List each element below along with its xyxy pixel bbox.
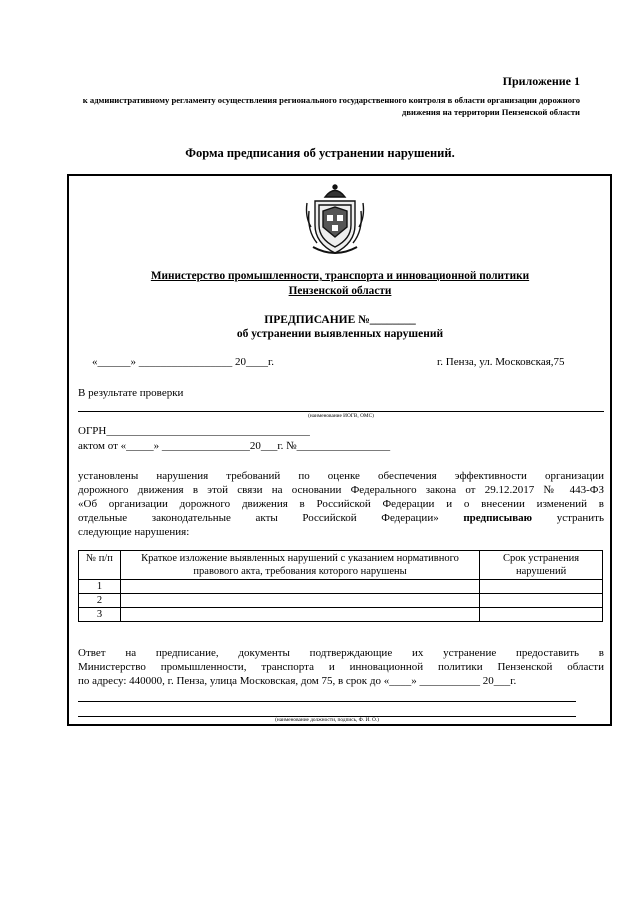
body-line-4-end: устранить: [556, 512, 605, 524]
violations-table: [78, 550, 603, 622]
header-description: Краткое изложение выявленных нарушений с указанием нормативного правового акта, требования которого нарушены: [120, 551, 479, 580]
row-term: [480, 608, 603, 622]
response-line-2: Министерство промышленности, транспорта и инновационной политики Пензенской области: [78, 661, 604, 673]
response-line-3: по адресу: 440000, г. Пенза, улица Московская, дом 75, в срок до «____» ___________ 20___г.: [78, 675, 517, 687]
row-description: [120, 594, 479, 608]
ministry-line-1: Министерство промышленности, транспорта и инновационной политики: [150, 270, 530, 282]
date-line: «______» _________________ 20____г.: [92, 356, 275, 368]
header-num: № п/п: [79, 551, 121, 580]
body-line-3: «Об организации дорожного движения в Российской Федерации и о внесении изменений в: [78, 498, 604, 510]
table-row: [79, 594, 603, 608]
body-line-5: следующие нарушения:: [78, 526, 190, 538]
row-term: [480, 580, 603, 594]
response-line-1: Ответ на предписание, документы подтверждающие их устранение предоставить в: [78, 647, 604, 659]
table-row: [79, 580, 603, 594]
organization-line: [78, 411, 604, 412]
table-row: [79, 608, 603, 622]
header-term: Срок устранения нарушений: [480, 551, 603, 580]
signature-caption: (наименование должности, подпись, Ф. И. О.): [275, 717, 379, 723]
ogrn-line: ОГРН_____________________________________: [78, 425, 310, 437]
row-num: 1: [79, 580, 121, 594]
table-header-row: [79, 551, 603, 580]
organization-caption: (наименование ИОГВ, ОМС): [308, 413, 374, 419]
row-description: [120, 608, 479, 622]
row-description: [120, 580, 479, 594]
order-subheading: об устранении выявленных нарушений: [236, 328, 444, 340]
body-line-4: [78, 511, 604, 525]
body-line-2: дорожного движения в этой связи на основании Федерального закона от 29.12.2017 № 443-ФЗ: [78, 484, 604, 496]
ministry-line-2: Пензенской области: [288, 285, 392, 297]
row-num: 3: [79, 608, 121, 622]
row-num: 2: [79, 594, 121, 608]
body-line-4-bold: предписываю: [463, 512, 533, 524]
form-title: Форма предписания об устранении нарушений.: [185, 146, 455, 160]
order-heading: ПРЕДПИСАНИЕ №________: [264, 314, 416, 326]
row-term: [480, 594, 603, 608]
ministry-name: [80, 269, 600, 299]
order-title: [80, 313, 600, 341]
body-line-1: установлены нарушения требований по оценке обеспечения эффективности организации: [78, 470, 604, 482]
appendix-subtitle: к административному регламенту осуществления регионального государственного контроля в области организации дорожного движения на территории Пензенской области: [82, 95, 580, 117]
body-line-4-start: отдельные законодательные акты Российской Федерации»: [78, 512, 439, 524]
check-text: В результате проверки: [78, 387, 184, 399]
appendix-title: Приложение 1: [502, 74, 580, 88]
signature-line-1: [78, 701, 576, 702]
address: г. Пенза, ул. Московская,75: [437, 356, 565, 368]
coat-of-arms-icon: [303, 181, 367, 261]
act-line: актом от «_____» ________________20___г. №_________________: [78, 440, 391, 452]
